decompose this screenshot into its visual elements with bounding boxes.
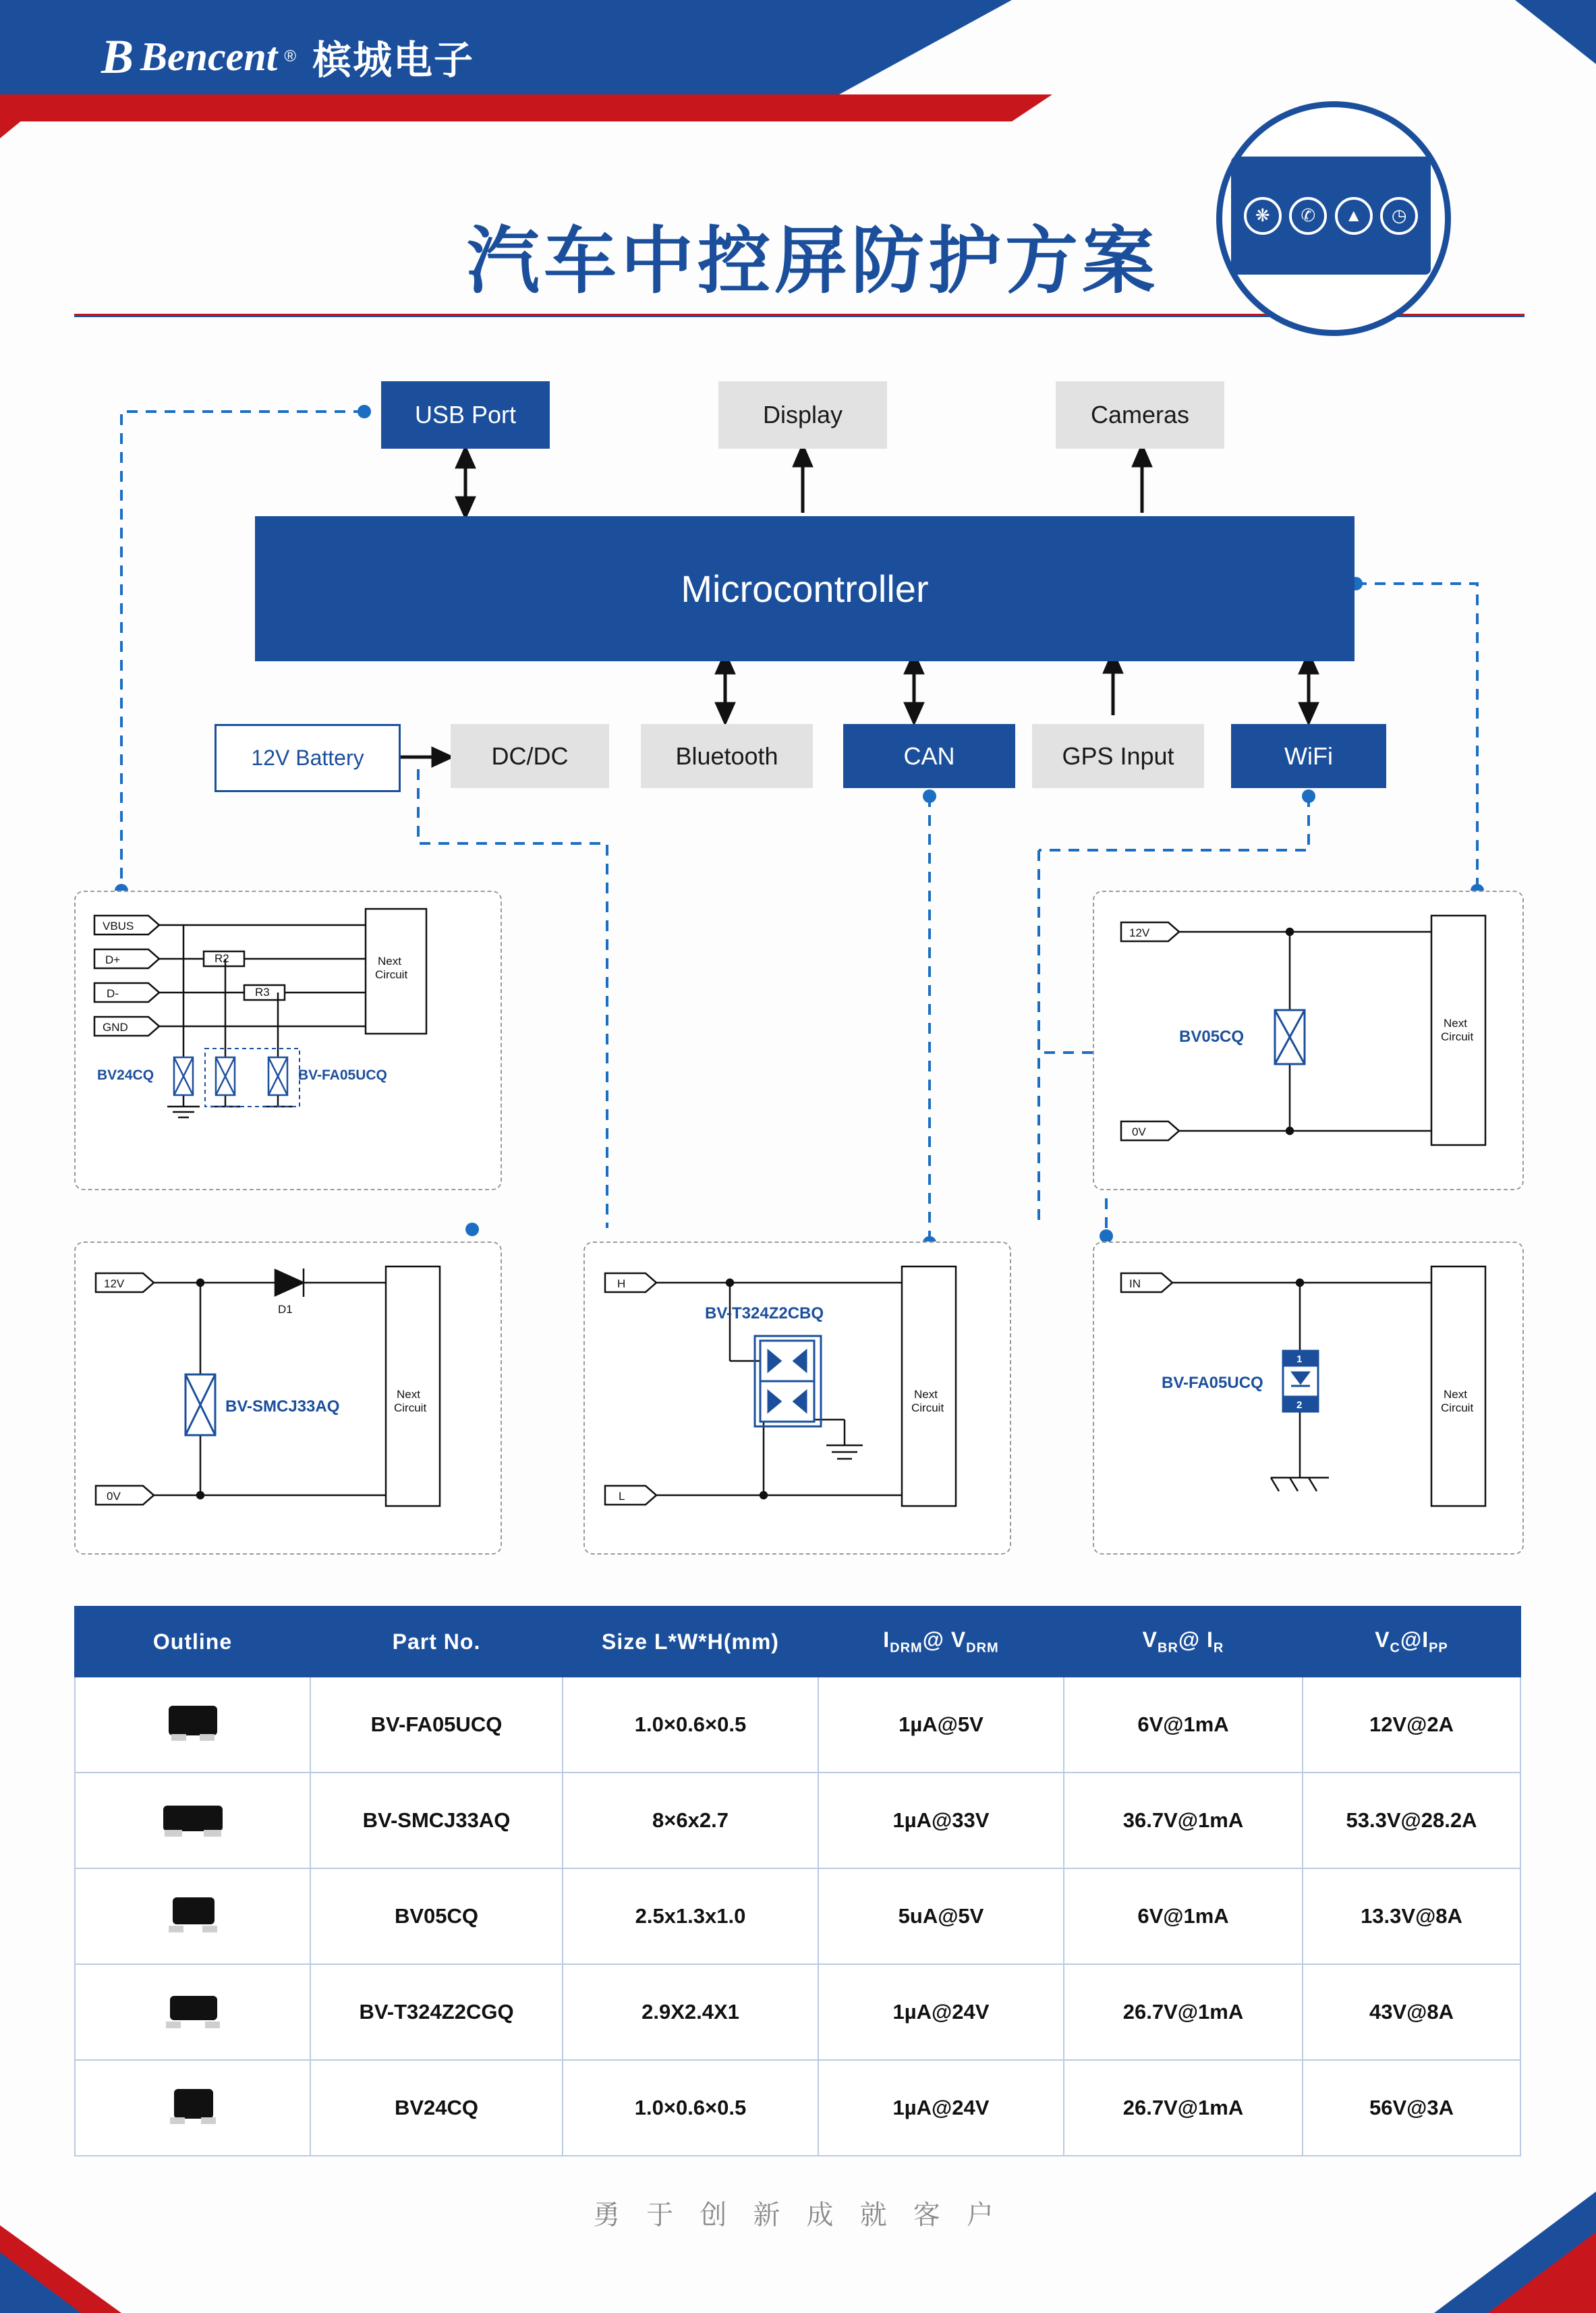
svg-text:12V: 12V [104,1277,125,1290]
circuit-card-gps [1093,1242,1524,1555]
gps-schematic [1094,1243,1522,1553]
package-sod882-icon [159,2085,227,2125]
cell-idrm: 5uA@5V [818,1868,1064,1964]
col-idrm [818,1607,1064,1677]
cell-outline [75,1773,310,1868]
corner-decoration-top-right [1515,0,1596,64]
cell-vbr: 6V@1mA [1064,1868,1303,1964]
block-label: Cameras [1090,401,1190,428]
svg-text:Circuit: Circuit [1441,1030,1474,1043]
svg-text:IN: IN [1129,1277,1141,1290]
corner-decoration-bottom-left-blue [0,2252,81,2313]
svg-text:Circuit: Circuit [394,1401,427,1414]
cell-outline [75,2060,310,2156]
fan-icon: ❋ [1244,197,1282,235]
cell-outline [75,1964,310,2060]
cell-part-no: BV05CQ [310,1868,563,1964]
cell-vbr: 26.7V@1mA [1064,1964,1303,2060]
block-label: Display [762,401,843,428]
col-vc-main: V [1375,1627,1390,1652]
cell-outline [75,1677,310,1773]
svg-text:1: 1 [1296,1354,1303,1365]
block-label: Bluetooth [675,742,778,770]
table-row [75,1773,1520,1868]
table-row [75,1964,1520,2060]
svg-text:BV-FA05UCQ: BV-FA05UCQ [1162,1374,1263,1392]
block-label: GPS Input [1062,742,1174,770]
footer-slogan: 勇 于 创 新 成 就 客 户 [593,2200,1003,2230]
circuit-card-wifi [1093,891,1524,1190]
svg-text:Circuit: Circuit [375,968,408,981]
cell-vc: 13.3V@8A [1303,1868,1520,1964]
block-label: 12V Battery [251,746,364,770]
cell-part-no: BV-FA05UCQ [310,1677,563,1773]
logo-chinese-name: 槟城电子 [312,38,475,82]
circuit-card-usb [74,891,502,1190]
cell-size: 2.5x1.3x1.0 [563,1868,818,1964]
block-cameras[interactable] [1056,381,1224,449]
package-dfn-icon [159,1702,227,1742]
package-sot143-icon [159,1989,227,2030]
col-vbr [1064,1607,1303,1677]
navigation-icon: ▲ [1335,197,1373,235]
power-schematic [76,1243,501,1553]
corner-decoration-bottom-right-red [1488,2232,1596,2313]
registered-mark: ® [284,47,297,65]
block-usb-port[interactable] [381,381,550,449]
col-vbr-main: V [1142,1627,1158,1652]
package-smc-icon [159,1798,227,1838]
block-dcdc[interactable] [451,724,609,788]
svg-text:BV-SMCJ33AQ: BV-SMCJ33AQ [225,1397,340,1416]
col-outline: Outline [75,1607,310,1677]
col-vdrm-main: V [950,1627,967,1652]
cell-vbr: 36.7V@1mA [1064,1773,1303,1868]
col-vc-mid: @ [1400,1627,1423,1652]
block-label: WiFi [1284,742,1333,770]
col-ipp-main: I [1422,1627,1429,1652]
cell-vbr: 26.7V@1mA [1064,2060,1303,2156]
connector-dot-gps-card [1100,1229,1113,1243]
svg-text:Circuit: Circuit [1441,1401,1474,1414]
table-row [75,1868,1520,1964]
svg-text:L: L [619,1490,625,1503]
cell-vc: 53.3V@28.2A [1303,1773,1520,1868]
block-label: DC/DC [491,742,569,770]
svg-text:12V: 12V [1129,926,1150,939]
svg-text:D+: D+ [105,953,121,966]
col-ir-main: I [1206,1627,1214,1652]
block-microcontroller[interactable] [255,516,1355,661]
block-display[interactable] [718,381,887,449]
svg-text:D-: D- [107,987,119,1000]
cell-part-no: BV-SMCJ33AQ [310,1773,563,1868]
block-12v-battery[interactable] [215,724,401,792]
cell-vc: 43V@8A [1303,1964,1520,2060]
svg-text:Next: Next [1444,1388,1467,1401]
logo-wordmark: Bencent [140,34,278,79]
block-label: Microcontroller [681,567,929,610]
cell-idrm: 1µA@33V [818,1773,1064,1868]
cell-idrm: 1µA@24V [818,1964,1064,2060]
connector-dot-can [923,789,936,803]
page-title: 汽车中控屏防护方案 [466,220,1159,302]
col-size: Size L*W*H(mm) [563,1607,818,1677]
block-can[interactable] [843,724,1015,788]
col-vbr-sub: BR [1158,1640,1178,1656]
svg-text:BV05CQ: BV05CQ [1179,1028,1245,1046]
cell-vc: 12V@2A [1303,1677,1520,1773]
svg-text:0V: 0V [1132,1125,1146,1138]
cell-size: 1.0×0.6×0.5 [563,2060,818,2156]
block-bluetooth[interactable] [641,724,813,788]
svg-text:Next: Next [914,1388,938,1401]
col-idrm-sub: DRM [890,1640,923,1656]
col-vbr-mid: @ [1178,1627,1207,1652]
wifi-schematic [1094,892,1522,1189]
col-ir-sub: R [1213,1640,1224,1656]
svg-text:0V: 0V [107,1490,121,1503]
col-vdrm-sub: DRM [966,1640,999,1656]
circuit-card-power [74,1242,502,1555]
col-idrm-mid: @ [922,1627,951,1652]
svg-text:Circuit: Circuit [911,1401,944,1414]
block-label: USB Port [414,401,517,428]
svg-text:BV24CQ: BV24CQ [97,1067,154,1083]
svg-text:R2: R2 [215,952,229,965]
col-part-no: Part No. [310,1607,563,1677]
can-schematic [585,1243,1010,1553]
block-gps-input[interactable] [1032,724,1204,788]
header-band-accent [0,94,1052,121]
col-ipp-sub: PP [1429,1640,1448,1656]
block-label: CAN [903,742,955,770]
cell-part-no: BV-T324Z2CGQ [310,1964,563,2060]
svg-text:Next: Next [1444,1017,1467,1030]
phone-icon: ✆ [1289,197,1327,235]
cell-vbr: 6V@1mA [1064,1677,1303,1773]
cell-idrm: 1µA@24V [818,2060,1064,2156]
table-header-row [75,1607,1520,1677]
connector-dot-usb [358,405,371,418]
logo-mark-icon: B [101,30,134,84]
svg-text:BV-T324Z2CBQ: BV-T324Z2CBQ [705,1304,824,1322]
svg-text:H: H [617,1277,626,1290]
cell-size: 2.9X2.4X1 [563,1964,818,2060]
hmi-badge-screen [1231,157,1431,275]
svg-text:R3: R3 [255,986,270,999]
svg-text:VBUS: VBUS [103,920,134,932]
svg-text:2: 2 [1296,1399,1303,1411]
cell-size: 8×6x2.7 [563,1773,818,1868]
parameters-table [74,1606,1521,2156]
svg-text:Next: Next [397,1388,420,1401]
circuit-card-can [583,1242,1011,1555]
brand-logo [101,28,474,85]
cell-idrm: 1µA@5V [818,1677,1064,1773]
col-vc [1303,1607,1520,1677]
svg-text:Next: Next [378,955,401,968]
svg-text:GND: GND [103,1021,128,1034]
col-idrm-main: I [883,1627,890,1652]
usb-schematic [76,892,501,1189]
connector-dot-wifi [1302,789,1315,803]
table-row [75,2060,1520,2156]
cell-part-no: BV24CQ [310,2060,563,2156]
cell-outline [75,1868,310,1964]
package-sot23-icon [159,1893,227,1934]
block-wifi[interactable] [1231,724,1386,788]
connector-dot-power-card [465,1223,479,1236]
table-row [75,1677,1520,1773]
clock-icon: ◷ [1380,197,1418,235]
svg-text:BV-FA05UCQ: BV-FA05UCQ [298,1067,387,1083]
svg-text:D1: D1 [278,1303,293,1316]
cell-vc: 56V@3A [1303,2060,1520,2156]
col-vc-sub: C [1390,1640,1400,1656]
cell-size: 1.0×0.6×0.5 [563,1677,818,1773]
